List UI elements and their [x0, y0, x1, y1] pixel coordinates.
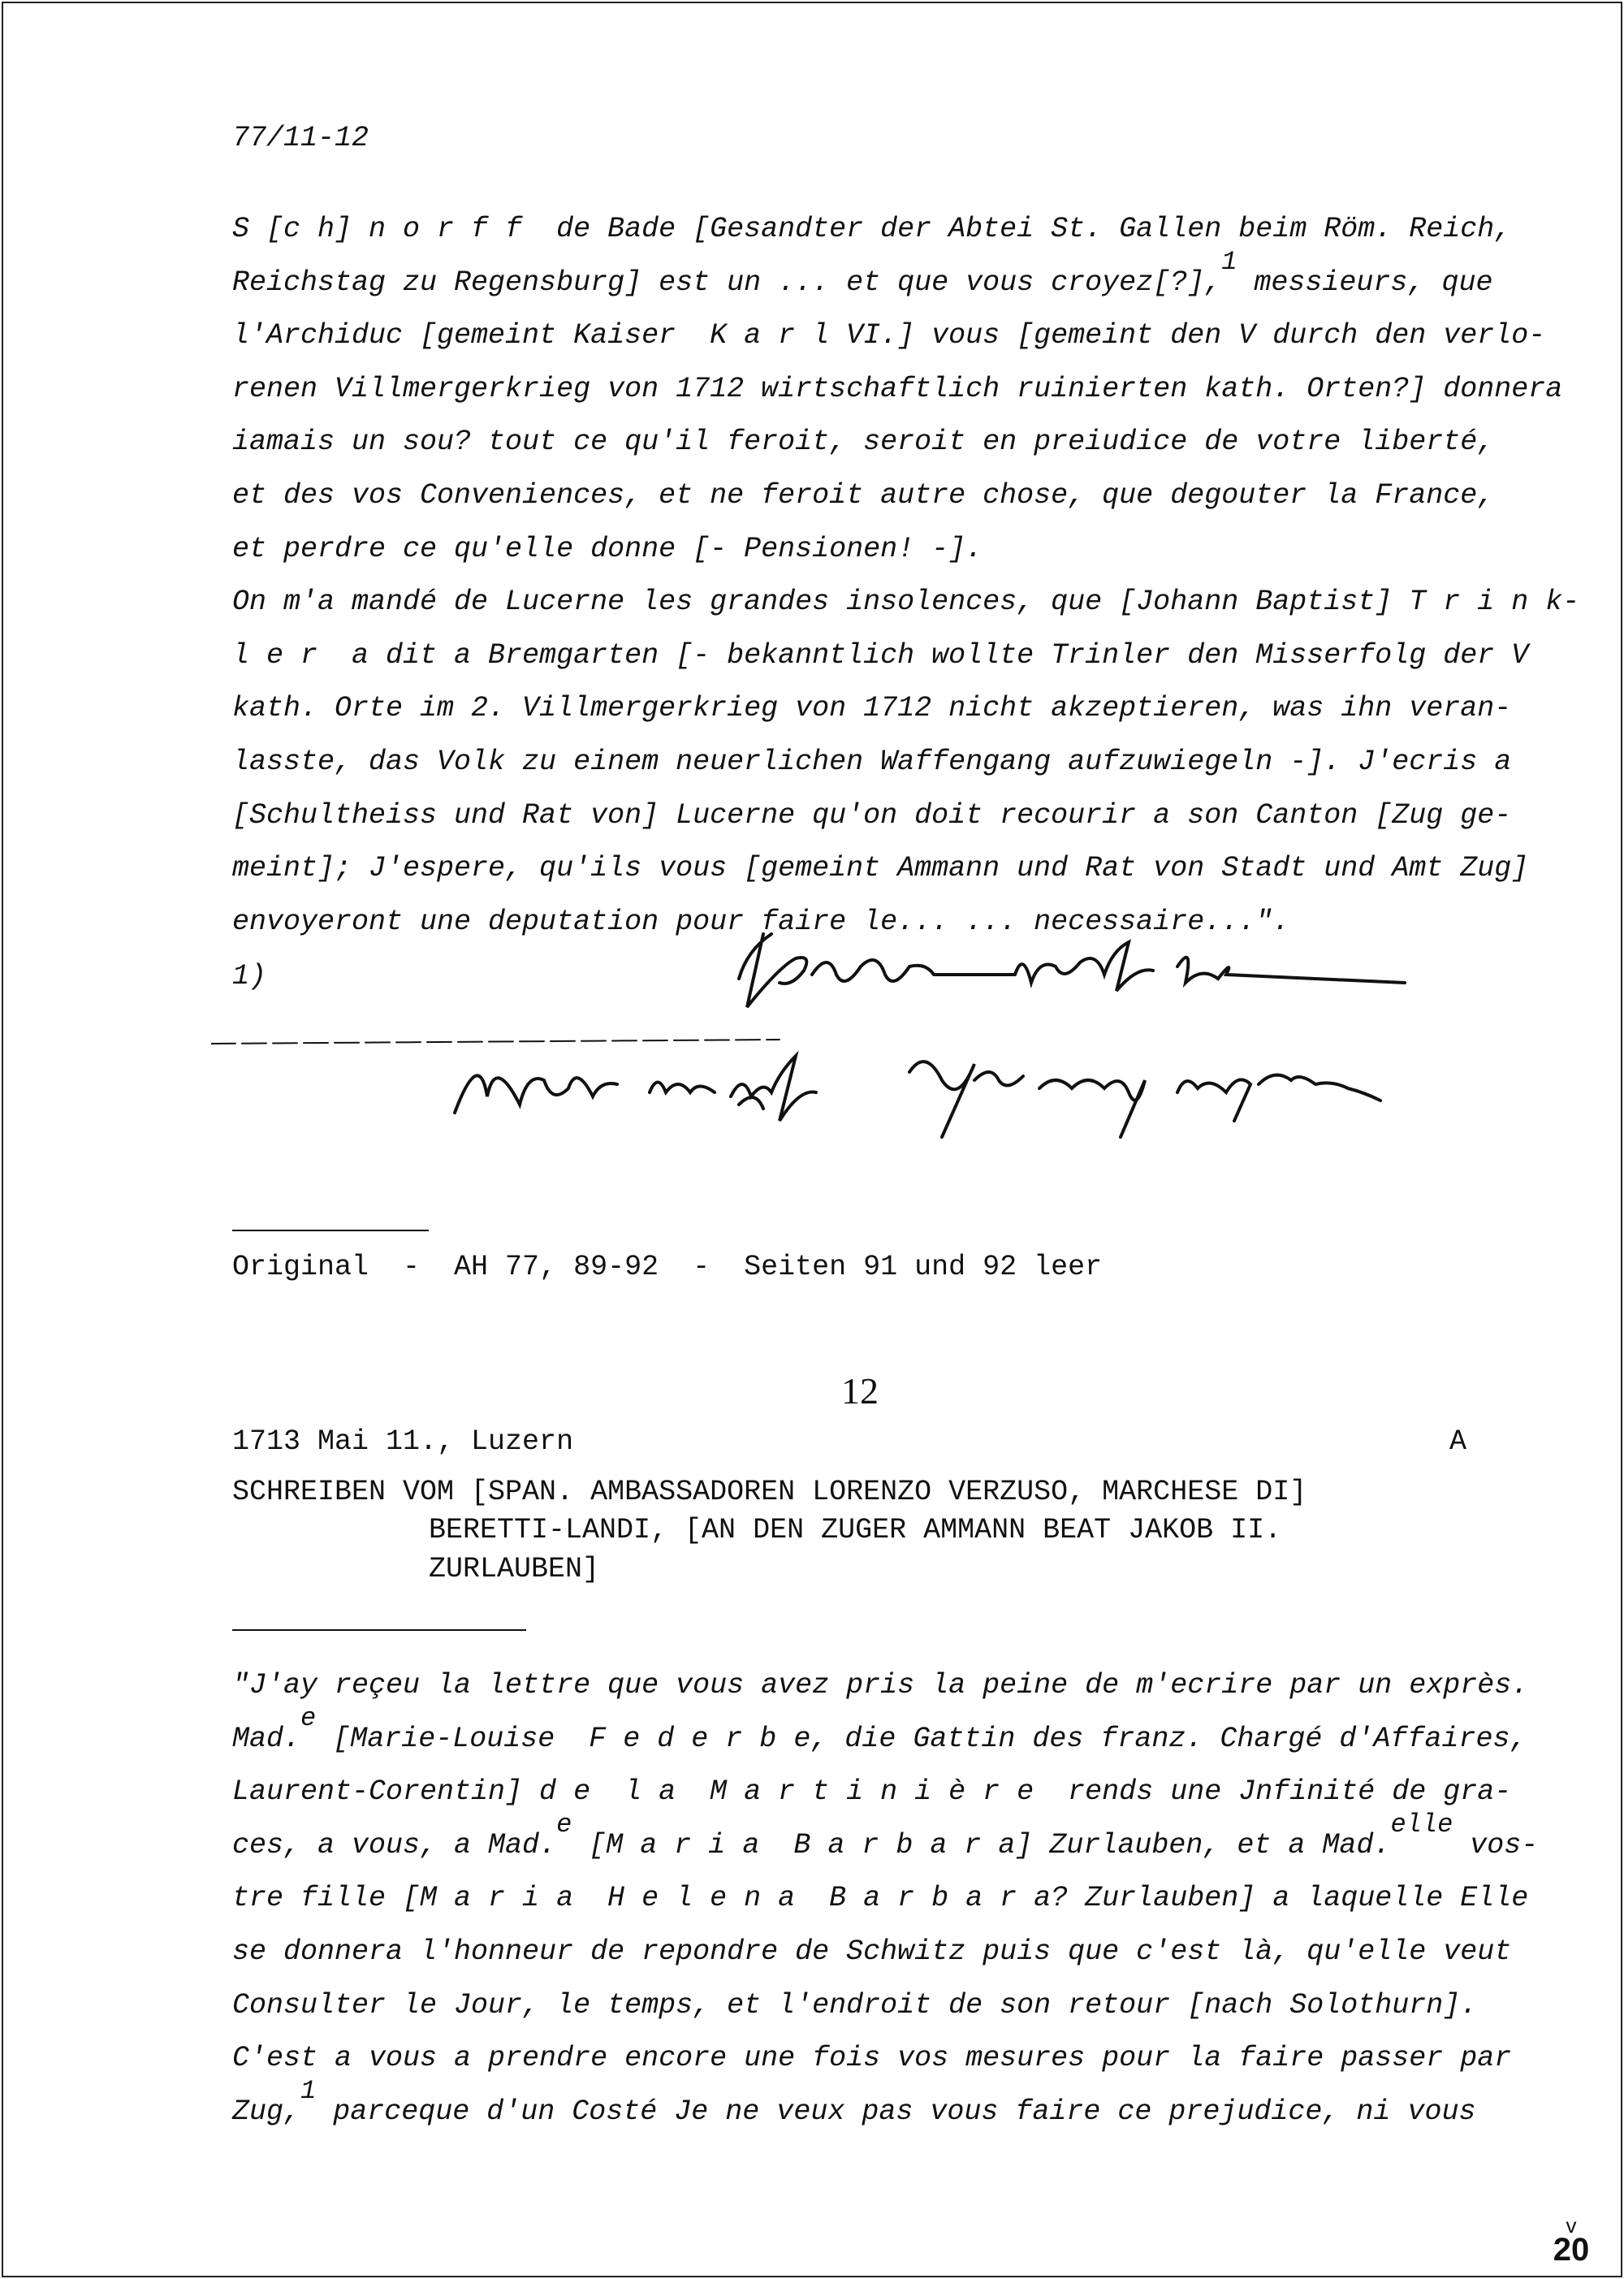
text-line — [232, 479, 1494, 512]
text-line — [232, 1809, 1539, 1862]
document-title-line: ZURLAUBEN] — [429, 1553, 600, 1585]
text-segment: Laurent-Corentin] d e l a M a r t i n i è r e rends une Jnfinité de gra- — [232, 1775, 1512, 1809]
document-title-line: SCHREIBEN VOM [SPAN. AMBASSADOREN LORENZO VERZUSO, MARCHESE DI] — [232, 1476, 1307, 1508]
superscript: elle — [1390, 1809, 1453, 1840]
text-line — [232, 1775, 1511, 1808]
superscript: 1 — [300, 2075, 317, 2106]
text-line — [232, 586, 1579, 618]
text-segment: tre fille [M a r i a H e l e n a B a r b a r a? Zurlauben] a laquelle Elle — [232, 1882, 1529, 1915]
text-segment: ces, a vous, a Mad. — [232, 1828, 557, 1862]
text-segment: On m'a mandé de Lucerne les grandes insolences, que [Johann Baptist] T r i n k- — [232, 586, 1580, 619]
text-line — [232, 2075, 1476, 2129]
check-mark: v — [1566, 2213, 1577, 2238]
document-number: 12 — [841, 1370, 879, 1412]
date-place: 1713 Mai 11., Luzern — [232, 1425, 574, 1458]
superscript: e — [556, 1809, 572, 1840]
text-line — [232, 1669, 1528, 1702]
text-line — [232, 1882, 1528, 1914]
document-title-line: BERETTI-LANDI, [AN DEN ZUGER AMMANN BEAT JAKOB II. — [429, 1514, 1282, 1546]
text-line — [232, 533, 983, 565]
text-segment: vos- — [1453, 1828, 1539, 1862]
text-segment: l'Archiduc [gemeint Kaiser K a r l VI.] vous [gemeint den V durch den verlo- — [232, 319, 1546, 352]
text-segment: "J'ay reçeu la lettre que vous avez pris la peine de m'ecrire par un exprès. — [232, 1669, 1529, 1702]
text-segment: lasste, das Volk zu einem neuerlichen Waffengang aufzuwiegeln -]. J'ecris a — [232, 746, 1512, 778]
text-line — [232, 692, 1511, 724]
text-segment: S [c h] n o r f f de Bade [Gesandter der Abtei St. Gallen beim Röm. Reich, — [232, 213, 1512, 245]
text-segment: et perdre ce qu'elle donne [- Pensionen! -]. — [232, 532, 983, 565]
text-line — [232, 799, 1511, 832]
text-segment: Zug, — [232, 2095, 301, 2128]
text-segment: meint]; J'espere, qu'ils vous [gemeint Ammann und Rat von Stadt und Amt Zug] — [232, 852, 1529, 885]
document-type-code: A — [1449, 1425, 1467, 1458]
footnote-marker: 1) — [232, 960, 267, 992]
page-mark — [1547, 2213, 1596, 2268]
text-segment: messieurs, que — [1237, 266, 1493, 299]
text-line — [232, 319, 1545, 352]
text-segment: se donnera l'honneur de repondre de Schwitz puis que c'est là, qu'elle veut — [232, 1935, 1512, 1968]
text-segment: iamais un sou? tout ce qu'il feroit, seroit en preiudice de votre liberté, — [232, 426, 1495, 459]
superscript: e — [300, 1702, 317, 1733]
text-line — [232, 246, 1493, 300]
text-segment: envoyeront une deputation pour faire le... ... necessaire...". — [232, 905, 1290, 938]
text-line — [232, 852, 1528, 884]
title-divider — [232, 1629, 526, 1631]
text-segment: renen Villmergerkrieg von 1712 wirtschaftlich ruinierten kath. Orten?] donnera — [232, 372, 1563, 405]
text-segment: C'est a vous a prendre encore une fois vos mesures pour la faire passer par — [232, 2042, 1512, 2075]
text-line — [232, 373, 1562, 405]
text-segment: et des vos Conveniences, et ne feroit autre chose, que degouter la France, — [232, 479, 1495, 512]
text-segment: [Marie-Louise F e d e r b e, die Gattin des franz. Chargé d'Affaires, — [316, 1722, 1527, 1755]
text-line — [232, 1935, 1511, 1968]
source-note: Original - AH 77, 89-92 - Seiten 91 und 92 leer — [232, 1251, 1103, 1283]
handwritten-facsimile — [211, 918, 1413, 1161]
superscript: 1 — [1221, 246, 1237, 277]
text-segment: kath. Orte im 2. Villmergerkrieg von 1712 nicht akzeptieren, was ihn veran- — [232, 692, 1512, 725]
text-segment: l e r a dit a Bremgarten [- bekanntlich wollte Trinler den Misserfolg der V — [232, 638, 1529, 672]
text-line — [232, 2042, 1511, 2074]
text-segment: Consulter le Jour, le temps, et l'endroit de son retour [nach Solothurn]. — [232, 1988, 1478, 2022]
text-segment: Reichstag zu Regensburg] est un ... et que vous croyez[?], — [232, 266, 1222, 299]
text-line — [232, 1989, 1477, 2022]
text-segment: [M a r i a B a r b a r a] Zurlauben, et a Mad. — [572, 1828, 1391, 1862]
text-line — [232, 639, 1528, 672]
page-number: 20 — [1553, 2232, 1590, 2268]
text-segment: parceque d'un Costé Je ne veux pas vous faire ce prejudice, ni vous — [316, 2095, 1476, 2128]
text-line — [232, 1702, 1527, 1756]
text-segment: [Schultheiss und Rat von] Lucerne qu'on doit recourir a son Canton [Zug ge- — [232, 798, 1512, 832]
text-line — [232, 746, 1511, 778]
text-line — [232, 213, 1511, 245]
document-reference: 77/11-12 — [232, 122, 369, 154]
text-segment: Mad. — [232, 1722, 301, 1755]
text-line — [232, 426, 1494, 458]
section-divider — [232, 1230, 429, 1231]
